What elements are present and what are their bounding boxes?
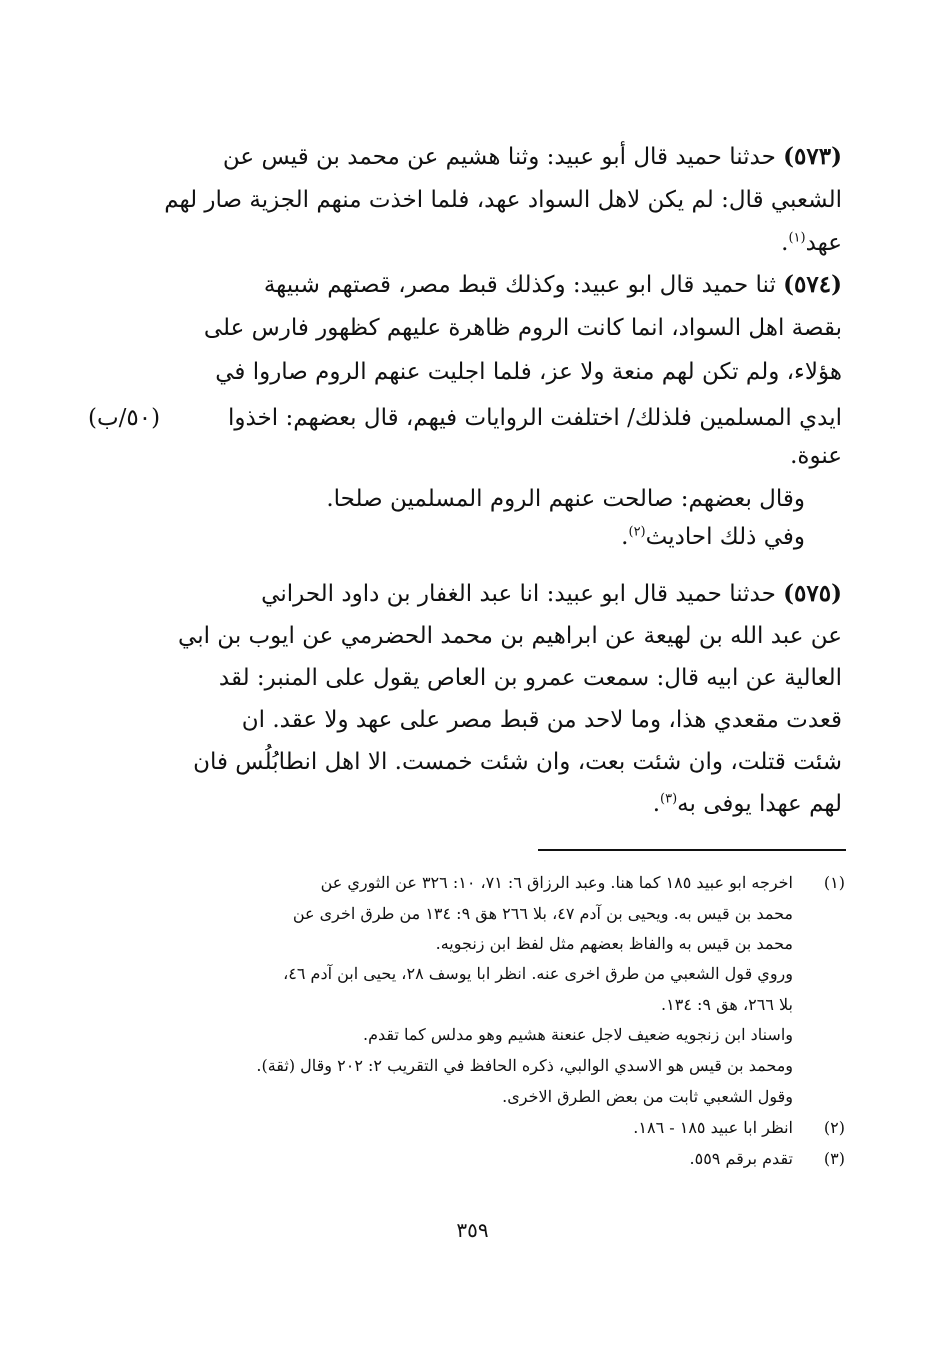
footnote-1-number: (١) (823, 873, 845, 892)
paragraph-574-text-7: وفي ذلك احاديث (645, 524, 805, 550)
footnote-2-text: انظر ابا عبيد ١٨٥ - ١٨٦. (633, 1118, 793, 1137)
paragraph-575-line-2: عن عبد الله بن لهيعة عن ابراهيم بن محمد الحضرمي عن ايوب بن ابي (178, 623, 842, 649)
hadith-number-575: (٥٧٥) (783, 580, 842, 607)
paragraph-575-line-4: قعدت مقعدي هذا، وما لاحد من قبط مصر على عهد ولا عقد. ان (241, 707, 842, 733)
paragraph-574-line-5: عنوة. (790, 443, 842, 469)
footnote-ref-1[interactable]: (١) (788, 230, 806, 246)
paragraph-574-line-7 (621, 521, 805, 553)
hadith-number-573: (٥٧٣) (783, 143, 842, 170)
footnote-1-line-1: اخرجه ابو عبيد ١٨٥ كما هنا. وعبد الرزاق ٦: ٧١، ١٠: ٣٢٦ عن الثوري عن (320, 873, 793, 892)
paragraph-573-text-1: حدثنا حميد قال أبو عبيد: وثنا هشيم عن محمد بن قيس عن (222, 144, 784, 170)
paragraph-573-line-3 (781, 227, 842, 259)
footnote-ref-3[interactable]: (٣) (660, 791, 678, 807)
paragraph-574-end: . (621, 524, 629, 550)
hadith-number-574: (٥٧٤) (783, 271, 842, 298)
paragraph-575-line-5: شئت قتلت، وان شئت بعت، وان شئت خمست. الا اهل انطابُلُس فان (193, 749, 842, 775)
paragraph-574-line-1 (264, 269, 842, 301)
footnote-ref-2[interactable]: (٢) (628, 524, 646, 540)
paragraph-573-line-2: الشعبي قال: لم يكن لاهل السواد عهد، فلما اخذت منهم الجزية صار لهم (164, 187, 842, 213)
footnote-1-line-8: وقول الشعبي ثابت من بعض الطرق الاخرى. (502, 1087, 793, 1106)
paragraph-573-text-3: عهد (805, 230, 842, 256)
footnote-3-text: تقدم برقم ٥٥٩. (689, 1149, 793, 1168)
footnote-separator (538, 849, 846, 851)
footnote-1-line-4: وروي قول الشعبي من طرق اخرى عنه. انظر ابا يوسف ٢٨، يحيى ابن آدم ٤٦، (283, 964, 793, 983)
paragraph-574-line-2: بقصة اهل السواد، انما كانت الروم ظاهرة عليهم كظهور فارس على (203, 315, 842, 341)
page-number: ٣٥٩ (456, 1218, 489, 1242)
paragraph-574-text-1: ثنا حميد قال ابو عبيد: وكذلك قبط مصر، قصتهم شبيهة (263, 272, 784, 298)
paragraph-575-text-6: لهم عهدا يوفى به (677, 791, 842, 817)
paragraph-575-line-3: العالية عن ابيه قال: سمعت عمرو بن العاص يقول على المنبر: لقد (218, 665, 842, 691)
paragraph-573-line-1 (223, 141, 842, 173)
footnote-1-line-7: ومحمد بن قيس هو الاسدي الوالبي، ذكره الحافظ في التقريب ٢: ٢٠٢ وقال (ثقة). (256, 1056, 793, 1075)
footnote-1-line-3: محمد بن قيس به والفاظ بعضهم مثل لفظ ابن زنجويه. (435, 934, 793, 953)
paragraph-575-end: . (652, 791, 661, 817)
footnote-1-line-2: محمد بن قيس به. ويحيى بن آدم ٤٧، بلا ٢٦٦ هق ٩: ١٣٤ من طرق اخرى عن (292, 904, 793, 923)
footnote-2-number: (٢) (823, 1118, 845, 1137)
paragraph-573-end: . (781, 230, 789, 256)
paragraph-574-line-3: هؤلاء، ولم تكن لهم منعة ولا عز، فلما اجليت عنهم الروم صاروا في (215, 359, 842, 385)
paragraph-575-line-1 (261, 578, 842, 610)
paragraph-574-line-6: وقال بعضهم: صالحت عنهم الروم المسلمين صلحا. (326, 486, 805, 512)
footnote-3-number: (٣) (823, 1149, 845, 1168)
paragraph-574-line-4: ايدي المسلمين فلذلك/ اختلفت الروايات فيهم، قال بعضهم: اخذوا (227, 405, 842, 431)
paragraph-575-line-6 (653, 788, 842, 820)
paragraph-575-text-1: حدثنا حميد قال ابو عبيد: انا عبد الغفار بن داود الحراني (261, 581, 784, 607)
footnote-1-line-5: بلا ٢٦٦، هق ٩: ١٣٤. (661, 995, 793, 1014)
footnote-1-line-6: واسناد ابن زنجويه ضعيف لاجل عنعنة هشيم وهو مدلس كما تقدم. (362, 1025, 793, 1044)
manuscript-folio-marker: (٥٠/ب) (88, 405, 161, 431)
